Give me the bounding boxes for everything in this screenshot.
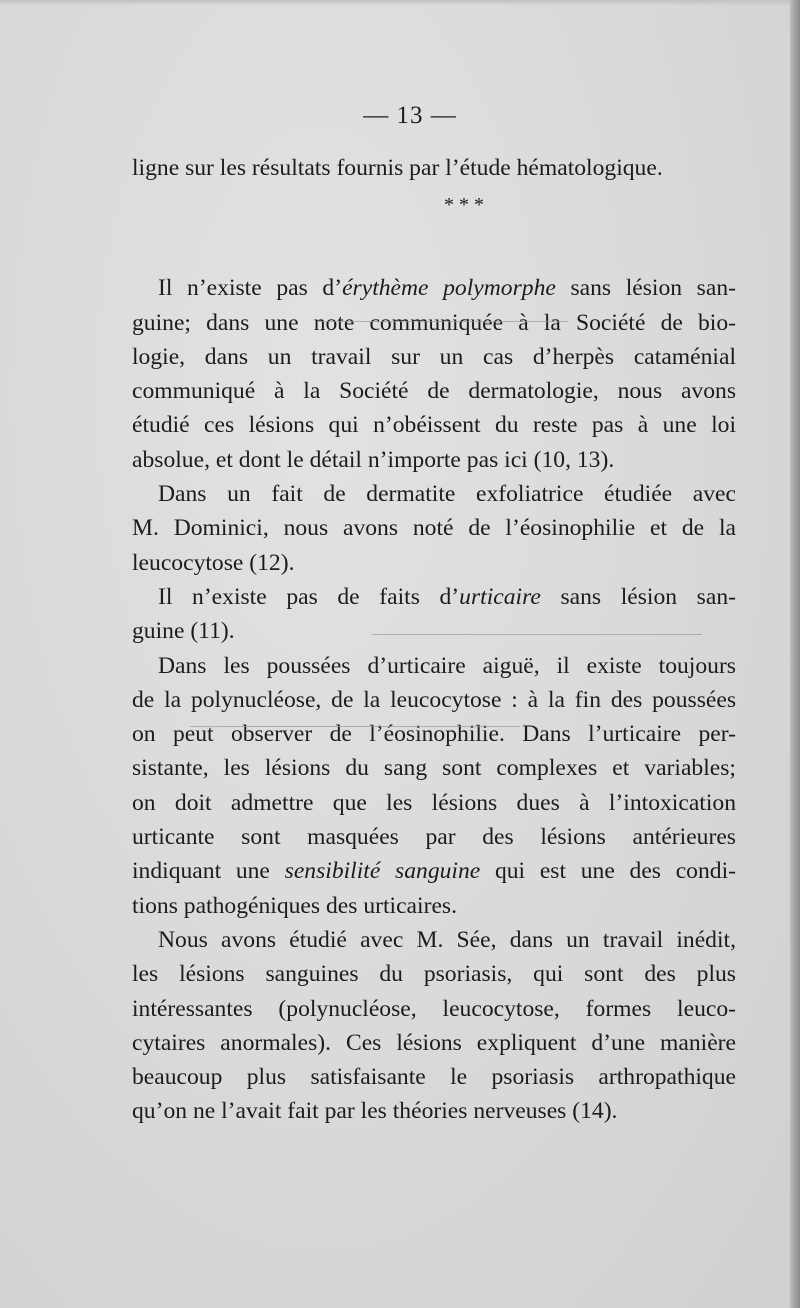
pencil-underline <box>318 321 568 322</box>
body-text <box>132 151 736 1129</box>
text-line: de la polynucléose, de la leucocytose : à la fin des poussées <box>132 686 736 713</box>
text-run: Il n’existe pas de faits d’ <box>158 583 460 610</box>
text-line: beaucoup plus satisfaisante le psoriasis arthropathique <box>132 1064 736 1091</box>
text-line: tions pathogéniques des urticaires. <box>132 892 457 919</box>
text-run: sans lésion san- <box>540 583 736 610</box>
text-line: Nous avons étudié avec M. Sée, dans un travail inédit, <box>158 926 736 953</box>
text-line <box>132 271 736 305</box>
text-line: intéressantes (polynucléose, leucocytose, formes leuco- <box>132 995 736 1022</box>
text-line: logie, dans un travail sur un cas d’herpès cataménial <box>132 343 736 370</box>
pencil-underline <box>190 726 520 727</box>
text-line: les lésions sanguines du psoriasis, qui sont des plus <box>132 961 736 988</box>
text-line: ligne sur les résultats fournis par l’étude hématologique. <box>132 155 663 181</box>
text-line: guine; dans une note communiquée à la Société de bio- <box>132 309 736 336</box>
section-ornament <box>132 185 736 271</box>
text-line: guine (11). <box>132 618 235 645</box>
page-top-edge <box>0 0 800 6</box>
text-line: urticante sont masquées par des lésions antérieures <box>132 824 736 851</box>
text-line: leucocytose (12). <box>132 549 295 576</box>
text-line: sistante, les lésions du sang sont complexes et variables; <box>132 755 736 782</box>
emphasis-erytheme: érythème polymorphe <box>342 275 556 302</box>
page-number: — 13 — <box>363 102 457 129</box>
text-line: cytaires anormales). Ces lésions expliquent d’une manière <box>132 1029 736 1056</box>
text-line: absolue, et dont le détail n’importe pas ici (10, 13). <box>132 446 615 473</box>
text-line: on doit admettre que les lésions dues à l’intoxication <box>132 789 736 816</box>
text-run: sans lésion san- <box>555 275 736 302</box>
emphasis-urticaire: urticaire <box>459 583 541 610</box>
text-run: Il n’existe pas d’ <box>158 275 343 302</box>
text-line <box>132 580 736 614</box>
text-run: indiquant une <box>132 858 285 885</box>
text-line: qu’on ne l’avait fait par les théories nerveuses (14). <box>132 1098 618 1125</box>
text-run: qui est une des condi- <box>480 858 736 885</box>
text-line <box>132 854 736 888</box>
page-right-edge <box>790 0 800 1308</box>
text-line: communiqué à la Société de dermatologie, nous avons <box>132 378 736 405</box>
emphasis-sensibilite: sensibilité sanguine <box>284 858 481 885</box>
text-line: étudié ces lésions qui n’obéissent du reste pas à une loi <box>132 412 736 439</box>
text-line: M. Dominici, nous avons noté de l’éosinophilie et de la <box>132 515 736 542</box>
text-line: Dans un fait de dermatite exfoliatrice étudiée avec <box>158 481 736 508</box>
text-line: on peut observer de l’éosinophilie. Dans l’urticaire per- <box>132 721 736 748</box>
text-line: Dans les poussées d’urticaire aiguë, il existe toujours <box>158 652 736 679</box>
asterism: * * * <box>444 194 484 217</box>
pencil-underline <box>372 634 702 635</box>
